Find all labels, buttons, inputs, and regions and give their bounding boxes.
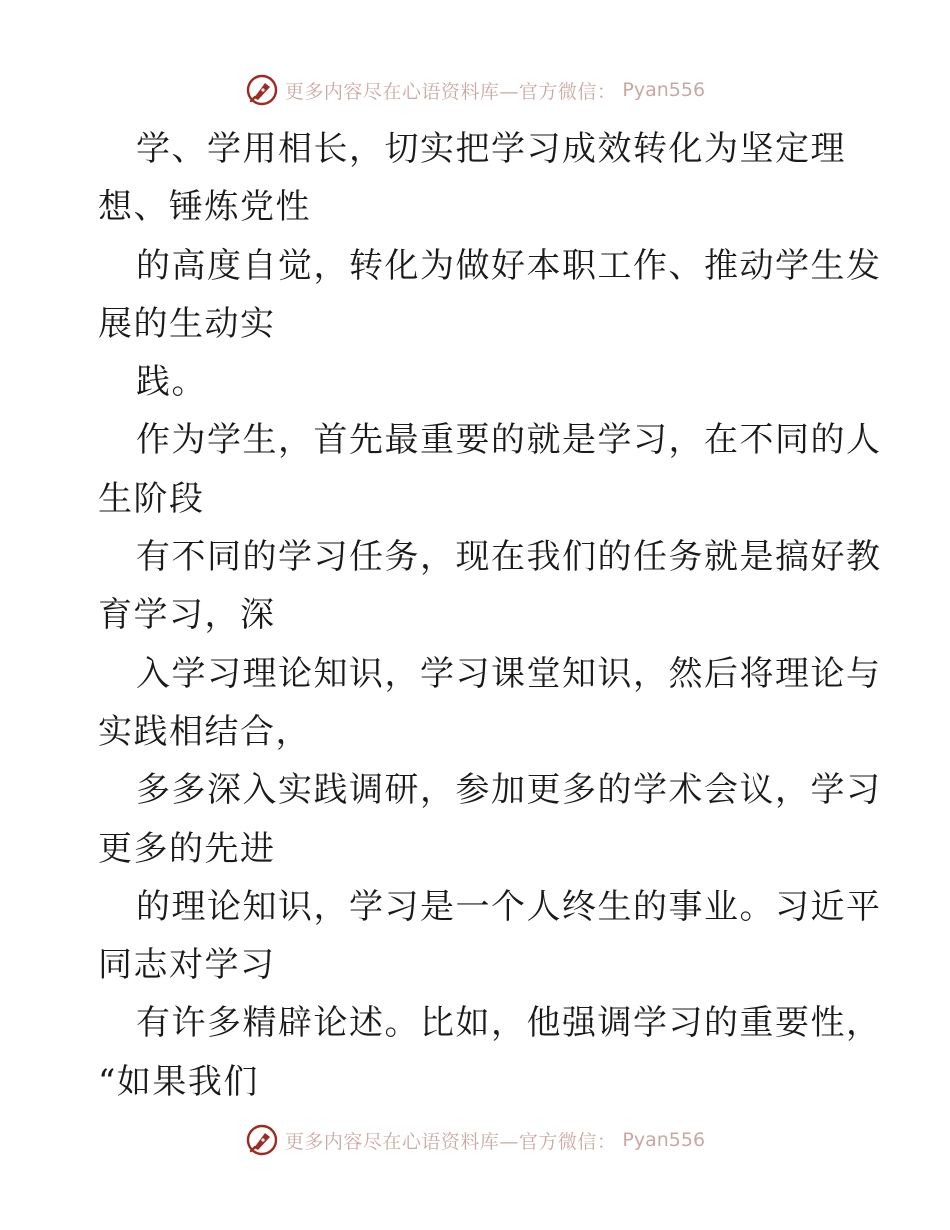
body-line: 有不同的学习任务，现在我们的任务就是搞好教 xyxy=(136,537,882,578)
header-text: 更多内容尽在心语资料库—官方微信： xyxy=(284,80,617,103)
body-line: 生阶段 xyxy=(98,478,205,519)
footer-text: 更多内容尽在心语资料库—官方微信： xyxy=(284,1130,617,1153)
body-line: 展的生动实 xyxy=(98,303,276,344)
header-banner xyxy=(0,70,950,110)
body-line: 想、锤炼党性 xyxy=(98,187,311,228)
pen-nib-circle-icon xyxy=(245,73,279,107)
header-wechat-id: Pyan556 xyxy=(622,79,706,101)
footer-banner-inner xyxy=(245,1123,705,1157)
body-line: 同志对学习 xyxy=(98,945,276,986)
body-line: 的理论知识，学习是一个人终生的事业。习近平 xyxy=(136,886,882,927)
body-line: 学、学用相长，切实把学习成效转化为坚定理 xyxy=(136,129,846,169)
pen-nib-circle-icon xyxy=(245,1123,279,1157)
body-line: 实践相结合， xyxy=(98,711,311,752)
document-body xyxy=(98,120,882,1111)
body-line: 践。 xyxy=(136,362,207,403)
body-line: 的高度自觉，转化为做好本职工作、推动学生发 xyxy=(136,245,882,286)
body-line: “如果我们 xyxy=(98,1061,259,1102)
body-line: 入学习理论知识，学习课堂知识，然后将理论与 xyxy=(136,653,882,694)
footer-wechat-id: Pyan556 xyxy=(622,1129,706,1151)
body-line: 育学习，深 xyxy=(98,595,276,636)
body-line: 多多深入实践调研，参加更多的学术会议，学习 xyxy=(136,770,882,811)
footer-banner xyxy=(0,1120,950,1160)
header-banner-inner xyxy=(245,73,705,107)
body-line: 更多的先进 xyxy=(98,828,276,869)
body-line: 有许多精辟论述。比如，他强调学习的重要性， xyxy=(136,1003,882,1044)
body-line: 作为学生，首先最重要的就是学习，在不同的人 xyxy=(136,420,882,461)
